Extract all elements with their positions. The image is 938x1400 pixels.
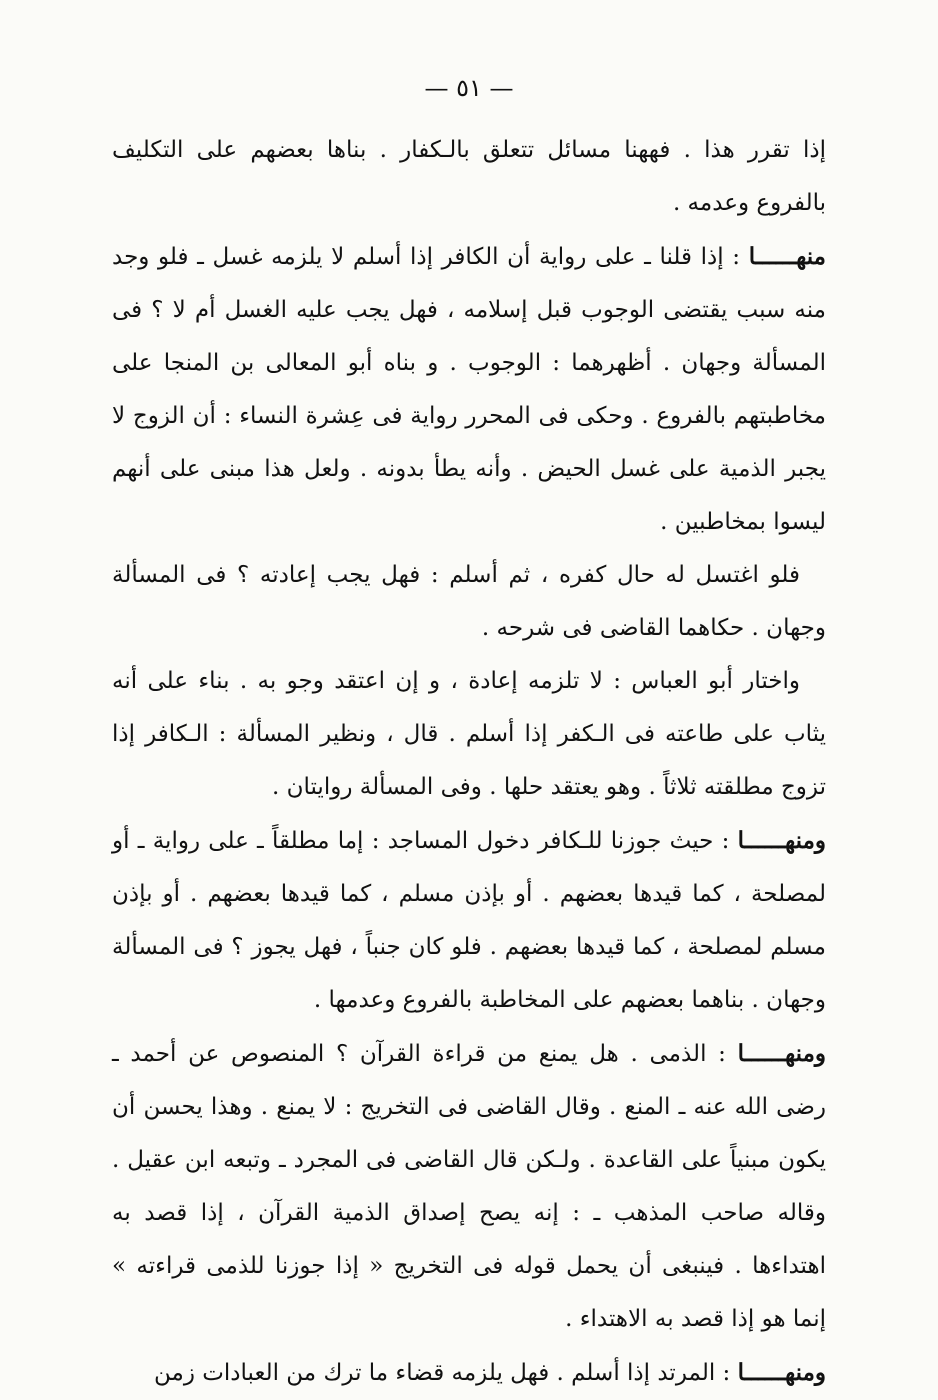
paragraph-4 bbox=[112, 655, 826, 814]
paragraph-6 bbox=[112, 1027, 826, 1346]
paragraph-lead: منهــــــا bbox=[748, 243, 827, 270]
paragraph-text: واختار أبو العباس : لا تلزمه إعادة ، و إن اعتقد وجو به . بناء على أنه يثاب على طاعته فى الـكفر إذا أسلم . قال ، ونظير المسألة : الـكافر إذا تزوج مطلقته ثلاثاً . وهو يعتقد حلها . وفى المسألة روايتان . bbox=[112, 668, 826, 800]
paragraph-text: : حيث جوزنا للـكافر دخول المساجد : إما مطلقاً ـ على رواية ـ أو لمصلحة ، كما قيدها بعضهم . أو بإذن مسلم ، كما قيدها بعضهم . أو بإذن مسلم لمصلحة ، كما قيدها بعضهم . فلو كان جنباً ، فهل يجوز ؟ فى المسألة وجهان . بناهما بعضهم على المخاطبة بالفروع وعدمها . bbox=[112, 828, 826, 1013]
paragraph-lead: ومنهــــــا bbox=[737, 827, 826, 854]
paragraph-text: : الذمى . هل يمنع من قراءة القرآن ؟ المنصوص عن أحمد ـ رضى الله عنه ـ المنع . وقال القاضى فى التخريج : لا يمنع . وهذا يحسن أن يكون مبنياً على القاعدة . ولـكن قال القاضى فى المجرد ـ وتبعه ابن عقيل . وقاله صاحب المذهب ـ : إنه يصح إصداق الذمية القرآن ، إذا قصد به اهتداءها . فينبغى أن يحمل قوله فى التخريج « إذا جوزنا للذمى قراءته » إنما هو إذا قصد به الاهتداء . bbox=[112, 1041, 826, 1332]
paragraph-5 bbox=[112, 814, 826, 1027]
page-number: — ٥١ — bbox=[424, 74, 514, 102]
paragraph-7 bbox=[112, 1346, 826, 1400]
paragraph-text: : إذا قلنا ـ على رواية أن الكافر إذا أسلم لا يلزمه غسل ـ فلو وجد منه سبب يقتضى الوجوب قبل إسلامه ، فهل يجب عليه الغسل أم لا ؟ فى المسألة وجهان . أظهرهما : الوجوب . و بناه أبو المعالى بن المنجا على مخاطبتهم بالفروع . وحكى فى المحرر رواية فى عِشرة النساء : أن الزوج لا يجبر الذمية على غسل الحيض . وأنه يطأ بدونه . ولعل هذا مبنى على أنهم ليسوا بمخاطبين . bbox=[112, 244, 826, 535]
paragraph-lead: ومنهــــــا bbox=[737, 1040, 826, 1067]
body-text bbox=[112, 124, 826, 1400]
paragraph-2 bbox=[112, 230, 826, 549]
paragraph-lead: ومنهــــــا bbox=[737, 1359, 826, 1386]
paragraph-1 bbox=[112, 124, 826, 230]
paragraph-text: إذا تقرر هذا . فههنا مسائل تتعلق بالـكفار . بناها بعضهم على التكليف بالفروع وعدمه . bbox=[112, 137, 826, 216]
paragraph-text: : المرتد إذا أسلم . فهل يلزمه قضاء ما ترك من العبادات زمن bbox=[154, 1360, 731, 1386]
paragraph-text: فلو اغتسل له حال كفره ، ثم أسلم : فهل يجب إعادته ؟ فى المسألة وجهان . حكاهما القاضى فى شرحه . bbox=[112, 562, 826, 641]
paragraph-3 bbox=[112, 549, 826, 655]
